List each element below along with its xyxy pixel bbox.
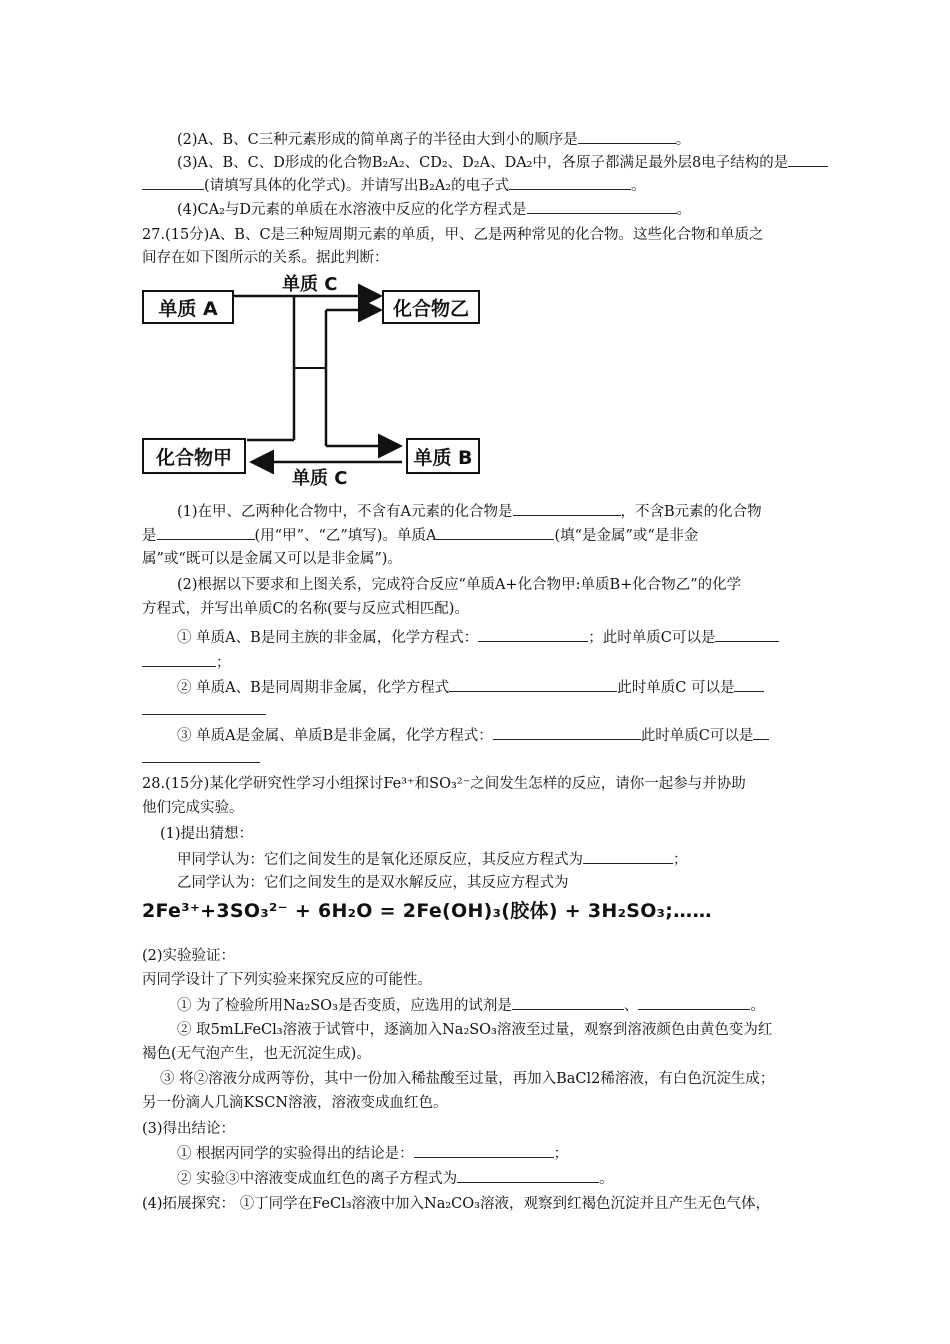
q27-p1-line-a: (1)在甲、乙两种化合物中，不含有A元素的化合物是 ，不含B元素的化合物: [177, 501, 762, 522]
q28-heading-4: (4)拓展探究： ①丁同学在FeCl₃溶液中加入Na₂CO₃溶液，观察到红褐色沉淀并且产生无色气体，: [142, 1196, 770, 1212]
answer-blank[interactable]: [493, 725, 641, 740]
answer-blank[interactable]: [449, 677, 617, 692]
q28-bing: 丙同学设计了下列实验来探究反应的可能性。: [142, 972, 432, 988]
answer-blank[interactable]: [583, 849, 673, 864]
box-compound-yi: 化合物乙: [382, 290, 480, 324]
box-compound-jia: 化合物甲: [142, 438, 246, 474]
q27-intro-1: 27.(15分)A、B、C是三种短周期元素的单质，甲、乙是两种常见的化合物。这些化合物和单质之: [142, 227, 764, 243]
answer-blank[interactable]: [513, 501, 621, 516]
q27-case-2-cont: [142, 700, 266, 721]
q27-p2-line-b: 方程式，并写出单质C的名称(要与反应式相匹配)。: [142, 601, 469, 617]
q26-line-4: (4)CA₂与D元素的单质在水溶液中反应的化学方程式是 。: [177, 199, 691, 220]
answer-blank[interactable]: [436, 525, 554, 540]
answer-blank[interactable]: [509, 175, 631, 190]
answer-blank[interactable]: [142, 700, 266, 715]
q28-intro-2: 他们完成实验。: [142, 800, 244, 816]
answer-blank[interactable]: [457, 1168, 599, 1183]
answer-blank[interactable]: [578, 129, 676, 144]
answer-blank[interactable]: [753, 725, 769, 740]
answer-blank[interactable]: [478, 627, 588, 642]
q27-p1-line-c: 属”或“既可以是金属又可以是非金属”)。: [142, 551, 402, 567]
q28-step-1: ① 为了检验所用Na₂SO₃是否变质，应选用的试剂是 、 。: [177, 995, 765, 1016]
label-element-c-top: 单质 C: [282, 274, 338, 295]
q28-step-3a: ③ 将②溶液分成两等份，其中一份加入稀盐酸至过量，再加入BaCl2稀溶液，有白色沉淀生成；: [160, 1071, 775, 1087]
answer-blank[interactable]: [788, 152, 828, 167]
q28-step-2a: ② 取5mLFeCl₃溶液于试管中，逐滴加入Na₂SO₃溶液至过量，观察到溶液颜色由黄色变为红: [177, 1022, 773, 1038]
q28-heading-2: (2)实验验证：: [142, 948, 236, 964]
answer-blank[interactable]: [527, 199, 677, 214]
q28-result-1: ① 根据丙同学的实验得出的结论是： ；: [177, 1143, 568, 1164]
q27-case-1: ① 单质A、B是同主族的非金属，化学方程式： ；此时单质C可以是: [177, 627, 779, 648]
answer-blank[interactable]: [414, 1143, 554, 1158]
q27-case-2: ② 单质A、B是同周期非金属，化学方程式 此时单质C 可以是: [177, 677, 764, 698]
answer-blank[interactable]: [142, 175, 204, 190]
box-element-b: 单质 B: [406, 438, 480, 474]
q28-step-3b: 另一份滴人几滴KSCN溶液，溶液变成血红色。: [142, 1095, 448, 1111]
q26-line-3b: (请填写具体的化学式)。并请写出B₂A₂的电子式 。: [142, 175, 646, 196]
q28-heading-1: (1)提出猜想：: [160, 826, 254, 842]
q27-p1-line-b: 是 (用“甲”、“乙”填写)。单质A (填“是金属”或“是非金: [142, 525, 698, 546]
answer-blank[interactable]: [638, 995, 750, 1010]
q28-intro-1: 28.(15分)某化学研究性学习小组探讨Fe³⁺和SO₃²⁻之间发生怎样的反应，请你一起参与并协助: [142, 776, 746, 792]
q28-step-2b: 褐色(无气泡产生，也无沉淀生成)。: [142, 1046, 371, 1062]
answer-blank[interactable]: [734, 677, 764, 692]
answer-blank[interactable]: [142, 748, 260, 763]
box-element-a: 单质 A: [142, 290, 234, 324]
equation-hydrolysis: 2Fe³⁺+3SO₃²⁻ + 6H₂O = 2Fe(OH)₃(胶体) + 3H₂SO₃;……: [142, 900, 712, 922]
q28-result-2: ② 实验③中溶液变成血红色的离子方程式为 。: [177, 1168, 614, 1189]
q27-case-1-cont: ；: [142, 652, 231, 673]
answer-blank[interactable]: [512, 995, 624, 1010]
q27-case-3: ③ 单质A是金属、单质B是非金属，化学方程式： 此时单质C可以是: [177, 725, 769, 746]
q28-jia: 甲同学认为：它们之间发生的是氧化还原反应，其反应方程式为 ；: [177, 849, 688, 870]
q26-line-3a: (3)A、B、C、D形成的化合物B₂A₂、CD₂、D₂A、DA₂中，各原子都满足最外层8电子结构的是: [177, 152, 828, 173]
label-element-c-bottom: 单质 C: [292, 468, 348, 489]
q27-intro-2: 间存在如下图所示的关系。据此判断：: [142, 250, 389, 266]
q28-yi: 乙同学认为：它们之间发生的是双水解反应，其反应方程式为: [177, 875, 569, 891]
reaction-diagram: [142, 270, 482, 489]
answer-blank[interactable]: [142, 652, 216, 667]
answer-blank[interactable]: [157, 525, 255, 540]
q28-heading-3: (3)得出结论：: [142, 1121, 236, 1137]
q27-p2-line-a: (2)根据以下要求和上图关系，完成符合反应“单质A+化合物甲:单质B+化合物乙”的化学: [177, 577, 742, 593]
q26-line-2: (2)A、B、C三种元素形成的简单离子的半径由大到小的顺序是 。: [177, 129, 690, 150]
answer-blank[interactable]: [715, 627, 779, 642]
q27-case-3-cont: [142, 748, 260, 769]
